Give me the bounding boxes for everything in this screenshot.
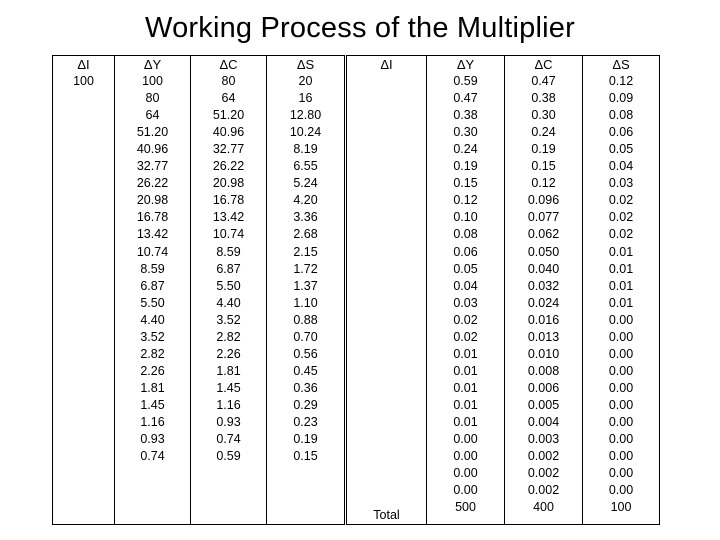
table-cell: 8.19 [293, 142, 318, 157]
table-cell: 0.062 [527, 227, 560, 242]
table-cell: 51.20 [136, 125, 169, 140]
table-cell: 0.01 [608, 244, 634, 259]
table-cell: 4.40 [216, 295, 241, 310]
table-cell: 8.59 [140, 261, 165, 276]
table-cell: 12.80 [289, 108, 322, 123]
table-cell: 0.47 [531, 74, 556, 89]
table-cell: 40.96 [136, 142, 169, 157]
table-cell: 0.15 [531, 159, 556, 174]
table-cell: 1.81 [216, 363, 241, 378]
table-cell: 40.96 [212, 125, 245, 140]
table-cell: 13.42 [212, 210, 245, 225]
table-cell: 0.00 [608, 380, 634, 395]
table-cell: 0.002 [527, 483, 560, 498]
table-cell: 1.72 [293, 261, 318, 276]
right-col-delta-y [427, 56, 505, 525]
table-cell: 0.59 [216, 449, 241, 464]
table-cell: 0.00 [453, 432, 478, 447]
table-cell: 0.01 [453, 397, 478, 412]
table-cell: 2.26 [140, 363, 165, 378]
header-delta-y: ΔY [456, 57, 475, 72]
table-cell: 0.01 [608, 261, 634, 276]
table-cell: 0.00 [608, 346, 634, 361]
table-cell: 0.024 [527, 295, 560, 310]
table-cell: 80 [145, 91, 160, 106]
table-cell: 0.00 [608, 466, 634, 481]
table-cell: 26.22 [212, 159, 245, 174]
table-cell: 6.87 [216, 261, 241, 276]
table-cell: 5.24 [293, 176, 318, 191]
table-cell: 0.01 [453, 363, 478, 378]
table-cell: 0.00 [608, 432, 634, 447]
table-cell: 0.29 [293, 397, 318, 412]
table-cell: 8.59 [216, 244, 241, 259]
table-cell: 0.30 [453, 125, 478, 140]
table-cell: 400 [533, 500, 554, 515]
total-label: Total [373, 507, 400, 522]
table-cell: 0.04 [608, 159, 634, 174]
table-cell: 0.19 [293, 432, 318, 447]
left-col-delta-i [53, 56, 115, 525]
table-cell: 16.78 [212, 193, 245, 208]
table-cell: 0.01 [453, 380, 478, 395]
page-title: Working Process of the Multiplier [145, 12, 575, 44]
table-cell: 0.19 [531, 142, 556, 157]
table-cell: 0.01 [608, 278, 634, 293]
table-cell: 0.02 [453, 329, 478, 344]
table-cell: 0.01 [453, 414, 478, 429]
table-cell: 0.23 [293, 414, 318, 429]
table-cell: 0.00 [453, 449, 478, 464]
table-cell: 0.38 [531, 91, 556, 106]
table-cell: 0.24 [453, 142, 478, 157]
table-cell: 0.032 [527, 278, 560, 293]
table-cell: 0.74 [216, 432, 241, 447]
header-delta-s: ΔS [296, 57, 315, 72]
right-col-delta-c [505, 56, 583, 525]
header-delta-i: ΔI [380, 57, 393, 72]
table-cell: 20 [298, 74, 313, 89]
table-cell: 2.15 [293, 244, 318, 259]
right-col-delta-i [347, 56, 427, 525]
header-delta-s: ΔS [612, 57, 630, 72]
table-cell: 0.040 [527, 261, 560, 276]
table-cell: 0.00 [453, 466, 478, 481]
table-cell: 0.12 [453, 193, 478, 208]
table-cell: 0.00 [608, 329, 634, 344]
table-cell: 0.050 [527, 244, 560, 259]
table-cell: 0.01 [453, 346, 478, 361]
table-cell: 0.93 [216, 414, 241, 429]
table-cell: 32.77 [212, 142, 245, 157]
left-col-delta-s [267, 56, 345, 525]
table-cell: 0.05 [453, 261, 478, 276]
table-cell: 0.003 [527, 432, 560, 447]
table-cell: 0.70 [293, 329, 318, 344]
table-cell: 0.00 [453, 483, 478, 498]
table-cell: 10.24 [289, 125, 322, 140]
table-cell: 20.98 [136, 193, 169, 208]
left-col-delta-y [115, 56, 191, 525]
table-cell: 0.47 [453, 91, 478, 106]
table-cell: 0.59 [453, 74, 478, 89]
table-cell: 1.45 [216, 380, 241, 395]
table-cell: 0.02 [608, 210, 634, 225]
table-cell: 100 [610, 500, 632, 515]
table-cell: 0.008 [527, 363, 560, 378]
table-cell: 0.00 [608, 414, 634, 429]
table-cell: 0.06 [453, 244, 478, 259]
table-cell: 0.05 [608, 142, 634, 157]
table-cell: 51.20 [212, 108, 245, 123]
table-cell: 0.00 [608, 312, 634, 327]
right-col-delta-s [583, 56, 660, 525]
table-cell: 100 [73, 74, 94, 89]
table-cell: 0.30 [531, 108, 556, 123]
header-delta-c: ΔC [219, 57, 238, 72]
header-delta-i: ΔI [77, 57, 90, 72]
table-cell: 0.002 [527, 449, 560, 464]
table-cell: 0.88 [293, 312, 318, 327]
table-cell: 0.19 [453, 159, 478, 174]
table-cell: 0.006 [527, 380, 560, 395]
table-cell: 0.096 [527, 193, 560, 208]
table-cell: 20.98 [212, 176, 245, 191]
table-cell: 0.24 [531, 125, 556, 140]
table-cell: 1.16 [140, 414, 165, 429]
table-cell: 4.40 [140, 312, 165, 327]
table-cell: 32.77 [136, 159, 169, 174]
table-cell: 10.74 [136, 244, 169, 259]
table-cell: 2.82 [216, 329, 241, 344]
table-cell: 0.016 [527, 312, 560, 327]
table-cell: 0.004 [527, 414, 560, 429]
table-cell: 0.38 [453, 108, 478, 123]
table-cell: 6.87 [140, 278, 165, 293]
table-cell: 5.50 [216, 278, 241, 293]
table-cell: 10.74 [212, 227, 245, 242]
table-cell: 500 [455, 500, 476, 515]
table-cell: 0.002 [527, 466, 560, 481]
table-cell: 0.15 [453, 176, 478, 191]
table-cell: 0.077 [527, 210, 560, 225]
table-cell: 80 [221, 74, 236, 89]
table-cell: 64 [145, 108, 160, 123]
table-cell: 0.03 [608, 176, 634, 191]
table-cell: 0.00 [608, 363, 634, 378]
left-col-delta-c [191, 56, 267, 525]
table-cell: 0.02 [608, 227, 634, 242]
table-cell: 13.42 [136, 227, 169, 242]
table-cell: 0.00 [608, 397, 634, 412]
table-cell: 0.013 [527, 329, 560, 344]
table-cell: 4.20 [293, 193, 318, 208]
table-cell: 6.55 [293, 159, 318, 174]
left-multiplier-table [52, 55, 345, 525]
table-cell: 26.22 [136, 176, 169, 191]
table-cell: 0.12 [531, 176, 556, 191]
header-delta-c: ΔC [534, 57, 553, 72]
table-cell: 3.36 [293, 210, 318, 225]
table-cell: 0.02 [608, 193, 634, 208]
table-cell: 0.06 [608, 125, 634, 140]
table-cell: 0.010 [527, 346, 560, 361]
table-cell: 0.03 [453, 295, 478, 310]
table-cell: 0.36 [293, 380, 318, 395]
table-cell: 0.45 [293, 363, 318, 378]
table-cell: 0.02 [453, 312, 478, 327]
table-cell: 2.26 [216, 346, 241, 361]
table-cell: 0.56 [293, 346, 318, 361]
table-cell: 64 [221, 91, 236, 106]
table-cell: 0.12 [608, 74, 634, 89]
table-cell: 1.16 [216, 397, 241, 412]
table-cell: 0.005 [527, 397, 560, 412]
table-cell: 0.08 [608, 108, 634, 123]
table-cell: 16 [298, 91, 313, 106]
table-cell: 100 [142, 74, 163, 89]
right-multiplier-table [346, 55, 660, 525]
table-cell: 2.68 [293, 227, 318, 242]
table-cell: 2.82 [140, 346, 165, 361]
table-cell: 0.93 [140, 432, 165, 447]
table-cell: 1.10 [293, 295, 318, 310]
table-cell: 0.00 [608, 449, 634, 464]
header-delta-y: ΔY [143, 57, 162, 72]
table-cell: 0.08 [453, 227, 478, 242]
table-cell: 0.01 [608, 295, 634, 310]
table-cell: 1.45 [140, 397, 165, 412]
table-cell: 0.09 [608, 91, 634, 106]
table-cell: 0.00 [608, 483, 634, 498]
table-cell: 0.74 [140, 449, 165, 464]
table-cell: 5.50 [140, 295, 165, 310]
table-cell: 0.10 [453, 210, 478, 225]
table-cell: 3.52 [216, 312, 241, 327]
table-cell: 1.81 [140, 380, 165, 395]
table-cell: 3.52 [140, 329, 165, 344]
table-cell: 0.15 [293, 449, 318, 464]
table-cell: 1.37 [293, 278, 318, 293]
table-cell: 0.04 [453, 278, 478, 293]
table-cell: 16.78 [136, 210, 169, 225]
